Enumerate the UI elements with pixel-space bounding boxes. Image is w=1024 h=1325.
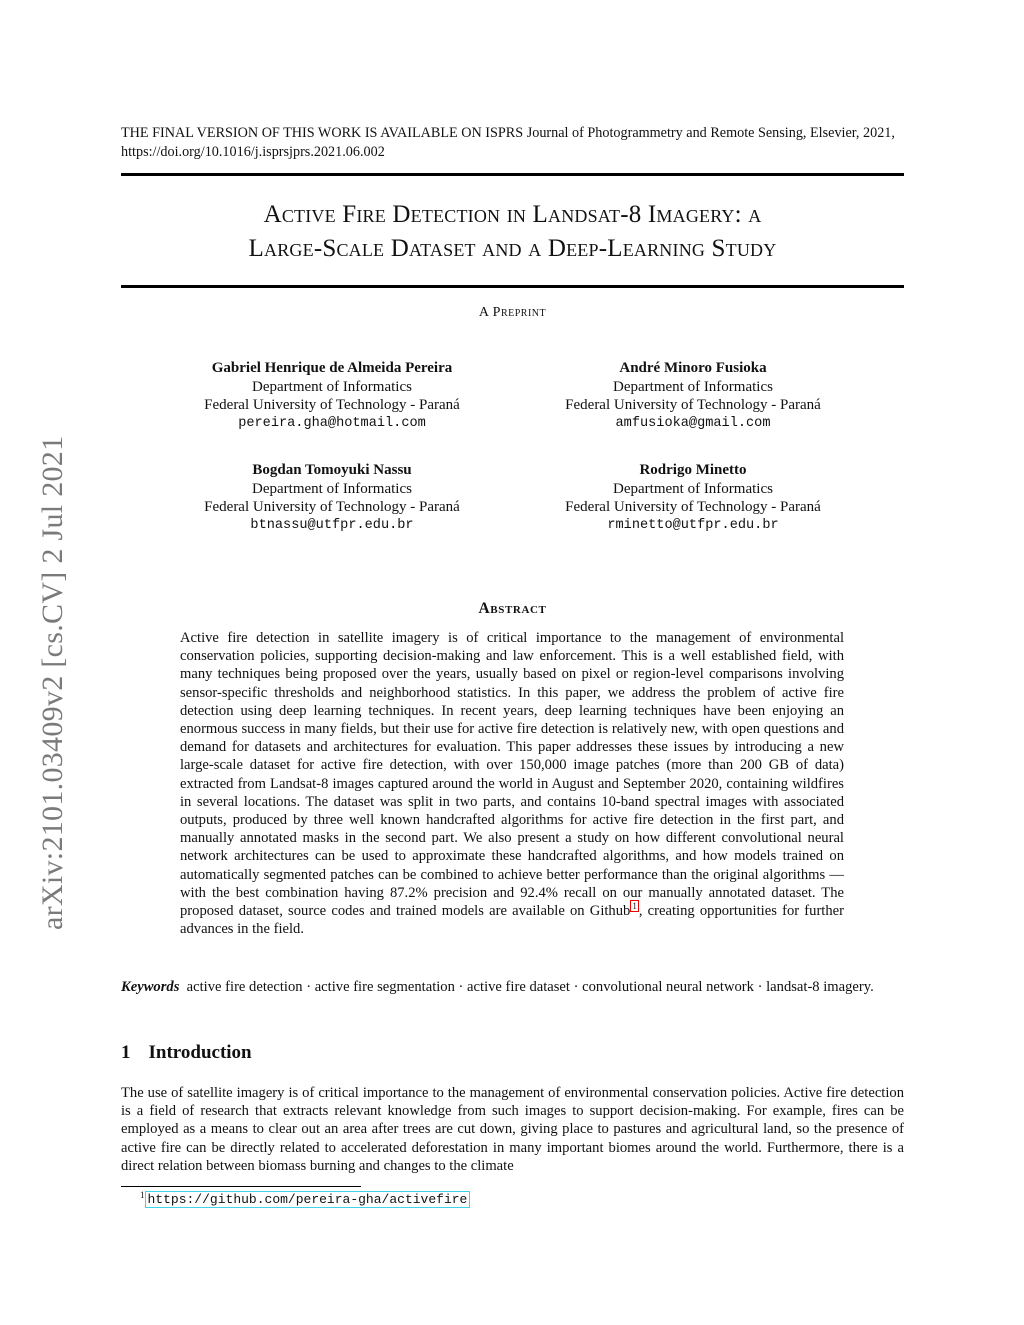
paper-title <box>121 198 904 266</box>
footnote-mark: 1 <box>140 1190 145 1200</box>
author-dept: Department of Informatics <box>613 378 773 395</box>
author-email[interactable]: amfusioka@gmail.com <box>615 415 771 431</box>
section-heading <box>121 1042 252 1064</box>
preprint-label: A Preprint <box>478 305 547 320</box>
author-dept: Department of Informatics <box>252 378 412 395</box>
author-block <box>162 359 502 433</box>
abstract-text <box>180 629 844 938</box>
arxiv-identifier: arXiv:2101.03409v2 [cs.CV] 2 Jul 2021 <box>36 435 69 930</box>
author-block <box>162 461 502 535</box>
title-top-rule <box>121 173 904 176</box>
abstract-heading: Abstract <box>478 600 547 617</box>
author-univ: Federal University of Technology - Paraná <box>204 397 460 413</box>
footnote-url-link[interactable]: https://github.com/pereira-gha/activefire <box>145 1191 471 1208</box>
footnote-reference-link[interactable]: 1 <box>632 901 637 912</box>
abstract-text-main: Active fire detection in satellite imagery is of critical importance to the management of environmental conservation policies, supporting decision-making and law enforcement. This is a well established field, with many techniques being proposed over the years, usually based on pixel or region-level comparisons involving sensor-specific thresholds and neighborhood statistics. In this paper, we address the problem of active fire detection using deep learning techniques. In recent years, deep learning techniques have been enjoying an enormous success in many fields, but their use for active fire detection is relatively new, with open questions and demand for datasets and architectures for evaluation. This paper addresses these issues by introducing a new large-scale dataset for active fire detection, with over 150,000 image patches (more than 200 GB of data) extracted from Landsat-8 images captured around the world in August and September 2020, containing wildfires in several locations. The dataset was split in two parts, and contains 10-band spectral images with associated outputs, produced by three well known handcrafted algorithms for active fire detection in the first part, and manually annotated masks in the second part. We also present a study on how different convolutional neural network architectures can be used to approximate these handcrafted algorithms, and how models trained on automatically segmented patches can be combined to achieve better performance than the original algorithms — with the best combination having 87.2% precision and 92.4% recall on our manually annotated dataset. The proposed dataset, source codes and trained models are available on Github <box>180 630 844 920</box>
section-number: 1 <box>121 1042 131 1063</box>
title-line-1: Active Fire Detection in Landsat-8 Imagery: a <box>263 201 762 228</box>
author-name: André Minoro Fusioka <box>619 360 767 376</box>
author-email[interactable]: rminetto@utfpr.edu.br <box>607 517 779 533</box>
author-univ: Federal University of Technology - Paraná <box>565 397 821 413</box>
footnote <box>140 1190 470 1207</box>
introduction-text: The use of satellite imagery is of critical importance to the management of environmental conservation policies. Active fire detection is a field of research that extracts relevant knowledge from such images to support decision-making. For example, fires can be employed as a means to clear out an area after trees are cut down, giving place to pastures and agricultural land, so the presence of active fire can be directly related to accelerated deforestation in many important biomes around the world. Furthermore, there is a direct relation between biomass burning and changes to the climate <box>121 1085 904 1174</box>
author-email[interactable]: pereira.gha@hotmail.com <box>238 415 426 431</box>
author-univ: Federal University of Technology - Paraná <box>204 499 460 515</box>
keywords <box>121 978 904 997</box>
author-univ: Federal University of Technology - Paraná <box>565 499 821 515</box>
author-block <box>523 461 863 535</box>
author-email[interactable]: btnassu@utfpr.edu.br <box>250 517 414 533</box>
title-line-2: Large-Scale Dataset and a Deep-Learning Study <box>248 235 777 262</box>
author-dept: Department of Informatics <box>613 480 773 497</box>
author-name: Bogdan Tomoyuki Nassu <box>252 462 412 478</box>
keywords-text: active fire detection · active fire segmentation · active fire dataset · convolutional neural network · landsat-8 imagery. <box>186 979 874 995</box>
author-name: Rodrigo Minetto <box>639 462 747 478</box>
abstract-text-end: , creating opportunities for further advances in the field. <box>180 903 844 938</box>
keywords-label: Keywords <box>121 979 180 995</box>
author-dept: Department of Informatics <box>252 480 412 497</box>
author-block <box>523 359 863 433</box>
title-bottom-rule <box>121 285 904 288</box>
publication-notice: THE FINAL VERSION OF THIS WORK IS AVAILABLE ON ISPRS Journal of Photogrammetry and Remote Sensing, Elsevier, 2021, https://doi.org/10.1016/j.isprsjprs.2021.06.002 <box>121 125 895 160</box>
footnote-rule <box>121 1186 361 1187</box>
section-title: Introduction <box>148 1042 252 1063</box>
author-name: Gabriel Henrique de Almeida Pereira <box>211 360 453 376</box>
